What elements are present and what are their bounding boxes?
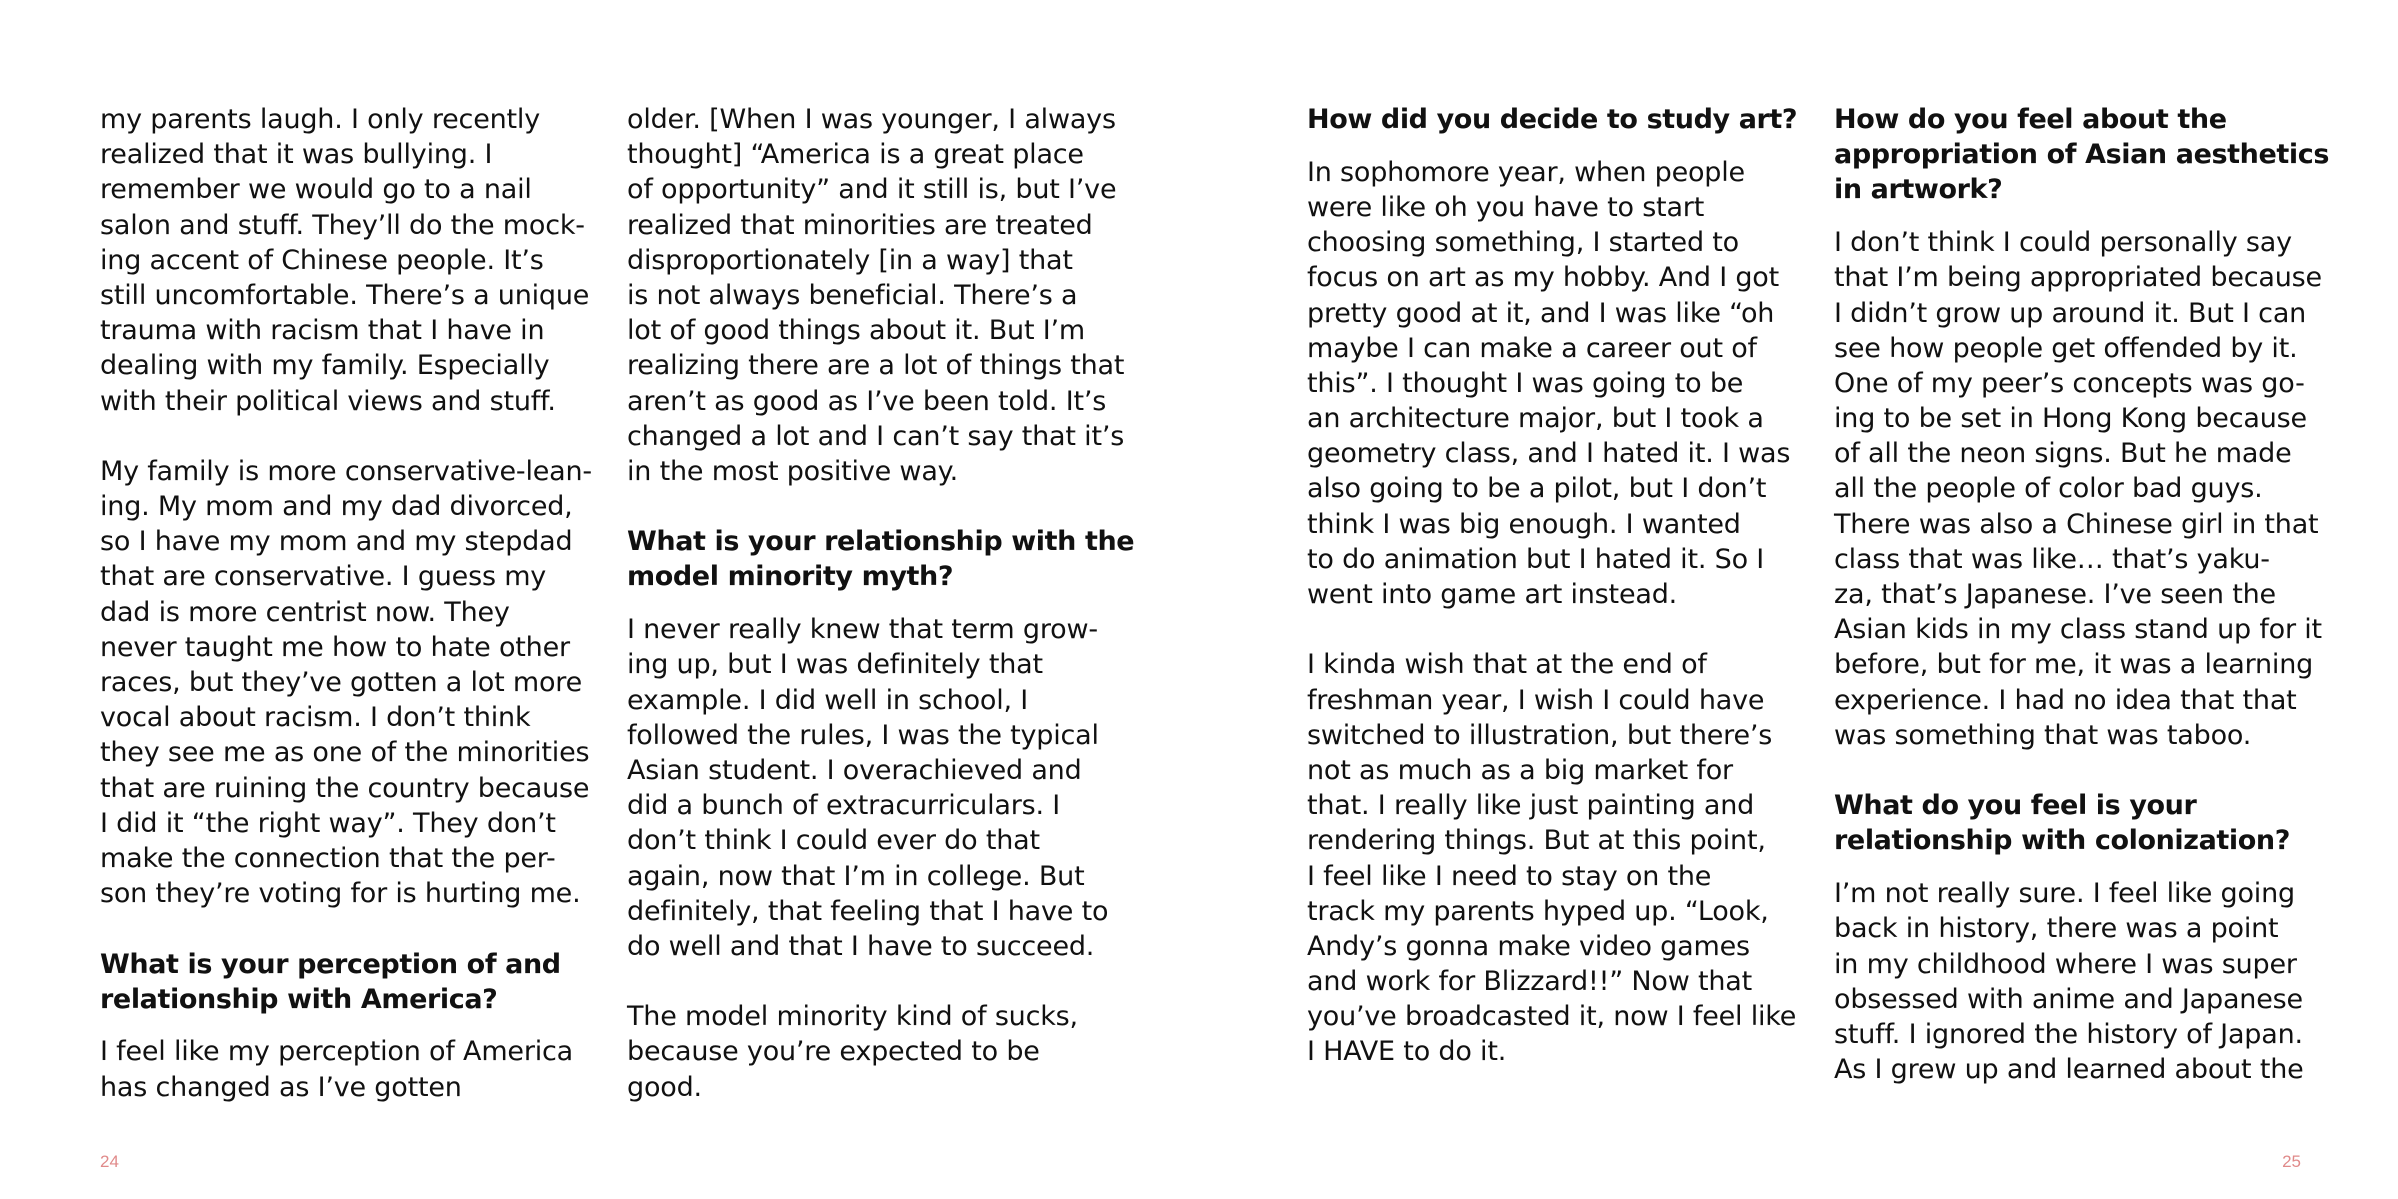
- text-line: thought] “America is a great place: [627, 139, 1084, 171]
- answer-paragraph: [627, 612, 1127, 964]
- text-line: went into game art instead.: [1307, 579, 1678, 611]
- text-line: track my parents hyped up. “Look,: [1307, 895, 1769, 927]
- text-line: pretty good at it, and I was like “oh: [1307, 297, 1775, 329]
- question-line: What is your relationship with the: [627, 526, 1135, 558]
- text-line: think I was big enough. I wanted: [1307, 508, 1741, 540]
- text-line: followed the rules, I was the typical: [627, 719, 1099, 751]
- question-line: What do you feel is your: [1834, 790, 2197, 822]
- text-line: son they’re voting for is hurting me.: [100, 878, 581, 910]
- text-line: In sophomore year, when people: [1307, 156, 1745, 188]
- interview-question: [627, 524, 1135, 594]
- text-line: vocal about racism. I don’t think: [100, 702, 531, 734]
- text-line: obsessed with anime and Japanese: [1834, 983, 2303, 1015]
- text-line: were like oh you have to start: [1307, 191, 1705, 223]
- question-spacer: [627, 489, 1127, 524]
- text-line: dealing with my family. Especially: [100, 350, 550, 382]
- text-line: so I have my mom and my stepdad: [100, 526, 573, 558]
- column-1: [100, 102, 600, 1105]
- text-line: my parents laugh. I only recently: [100, 104, 540, 135]
- text-line: changed a lot and I can’t say that it’s: [627, 420, 1125, 452]
- text-line: they see me as one of the minorities: [100, 737, 590, 769]
- answer-paragraph: [1834, 225, 2334, 753]
- text-line: this”. I thought I was going to be: [1307, 367, 1744, 399]
- page-number-right: 25: [2282, 1152, 2301, 1171]
- answer-paragraph: [100, 102, 600, 419]
- text-line: Asian kids in my class stand up for it: [1834, 614, 2322, 646]
- answer-paragraph: [627, 999, 1127, 1105]
- text-line: choosing something, I started to: [1307, 227, 1739, 259]
- text-line: maybe I can make a career out of: [1307, 332, 1757, 364]
- text-line: disproportionately [in a way] that: [627, 244, 1073, 276]
- text-line: in the most positive way.: [627, 455, 958, 487]
- answer-paragraph: [1307, 647, 1807, 1069]
- text-line: aren’t as good as I’ve been told. It’s: [627, 385, 1107, 417]
- text-line: lot of good things about it. But I’m: [627, 315, 1085, 347]
- text-line: freshman year, I wish I could have: [1307, 684, 1765, 716]
- text-line: ing. My mom and my dad divorced,: [100, 491, 573, 523]
- text-line: an architecture major, but I took a: [1307, 403, 1764, 435]
- text-line: that are conservative. I guess my: [100, 561, 547, 593]
- text-line: of all the neon signs. But he made: [1834, 438, 2292, 470]
- question-answer-spacer: [627, 595, 1127, 613]
- text-line: remember we would go to a nail: [100, 174, 532, 206]
- text-line: realized that it was bullying. I: [100, 139, 493, 171]
- text-line: do well and that I have to succeed.: [627, 930, 1095, 962]
- text-line: not as much as a big market for: [1307, 754, 1733, 786]
- text-line: I kinda wish that at the end of: [1307, 649, 1707, 681]
- text-line: definitely, that feeling that I have to: [627, 895, 1109, 927]
- text-line: example. I did well in school, I: [627, 684, 1029, 716]
- text-line: realized that minorities are treated: [627, 209, 1093, 241]
- text-line: One of my peer’s concepts was go-: [1834, 367, 2305, 399]
- text-line: you’ve broadcasted it, now I feel like: [1307, 1001, 1797, 1033]
- text-line: geometry class, and I hated it. I was: [1307, 438, 1791, 470]
- text-line: that. I really like just painting and: [1307, 790, 1755, 822]
- column-3: [1307, 102, 1807, 1070]
- text-line: still uncomfortable. There’s a unique: [100, 279, 590, 311]
- text-line: before, but for me, it was a learning: [1834, 649, 2314, 681]
- text-line: did a bunch of extracurriculars. I: [627, 790, 1061, 822]
- text-line: I HAVE to do it.: [1307, 1036, 1507, 1068]
- text-line: again, now that I’m in college. But: [627, 860, 1085, 892]
- text-line: older. [When I was younger, I always: [627, 104, 1116, 135]
- text-line: Andy’s gonna make video games: [1307, 930, 1750, 962]
- text-line: My family is more conservative-lean-: [100, 455, 592, 487]
- text-line: I feel like I need to stay on the: [1307, 860, 1712, 892]
- text-line: see how people get offended by it.: [1834, 332, 2298, 364]
- paragraph-spacer: [100, 419, 600, 454]
- question-spacer: [100, 911, 600, 946]
- interview-question: [1834, 102, 2334, 208]
- text-line: I’m not really sure. I feel like going: [1834, 878, 2295, 910]
- text-line: to do animation but I hated it. So I: [1307, 543, 1765, 575]
- text-line: za, that’s Japanese. I’ve seen the: [1834, 579, 2276, 611]
- text-line: ing to be set in Hong Kong because: [1834, 403, 2307, 435]
- answer-paragraph: [1834, 876, 2334, 1087]
- text-line: was something that was taboo.: [1834, 719, 2252, 751]
- column-4: [1834, 102, 2334, 1087]
- text-line: of opportunity” and it still is, but I’ve: [627, 174, 1117, 206]
- text-line: don’t think I could ever do that: [627, 825, 1040, 857]
- text-line: There was also a Chinese girl in that: [1834, 508, 2319, 540]
- paragraph-spacer: [1307, 612, 1807, 647]
- question-line: model minority myth?: [627, 561, 954, 593]
- text-line: that I’m being appropriated because: [1834, 262, 2322, 294]
- text-line: make the connection that the per-: [100, 842, 556, 874]
- text-line: trauma with racism that I have in: [100, 315, 545, 347]
- text-line: salon and stuff. They’ll do the mock-: [100, 209, 585, 241]
- text-line: is not always beneficial. There’s a: [627, 279, 1078, 311]
- text-line: ing up, but I was definitely that: [627, 649, 1043, 681]
- text-line: never taught me how to hate other: [100, 631, 570, 663]
- question-line: What is your perception of and: [100, 948, 561, 980]
- interview-question: [1307, 102, 1807, 137]
- question-answer-spacer: [100, 1017, 600, 1035]
- answer-paragraph: [627, 102, 1127, 489]
- question-spacer: [1834, 753, 2334, 788]
- text-line: I never really knew that term grow-: [627, 614, 1098, 646]
- text-line: focus on art as my hobby. And I got: [1307, 262, 1780, 294]
- text-line: with their political views and stuff.: [100, 385, 556, 417]
- question-line: relationship with America?: [100, 983, 498, 1015]
- text-line: that are ruining the country because: [100, 772, 590, 804]
- text-line: rendering things. But at this point,: [1307, 825, 1766, 857]
- text-line: realizing there are a lot of things that: [627, 350, 1125, 382]
- text-line: in my childhood where I was super: [1834, 948, 2297, 980]
- paragraph-spacer: [627, 964, 1127, 999]
- text-line: I did it “the right way”. They don’t: [100, 807, 556, 839]
- text-line: races, but they’ve gotten a lot more: [100, 667, 582, 698]
- answer-paragraph: [100, 1034, 600, 1104]
- question-answer-spacer: [1834, 208, 2334, 226]
- interview-question: [1834, 788, 2334, 858]
- question-answer-spacer: [1307, 137, 1807, 155]
- text-line: has changed as I’ve gotten: [100, 1071, 462, 1103]
- text-line: because you’re expected to be: [627, 1036, 1040, 1068]
- interview-question: [100, 947, 600, 1017]
- text-line: stuff. I ignored the history of Japan.: [1834, 1018, 2303, 1050]
- text-line: back in history, there was a point: [1834, 913, 2279, 945]
- column-2: [627, 102, 1135, 1105]
- answer-paragraph: [100, 454, 600, 911]
- text-line: experience. I had no idea that that: [1834, 684, 2297, 716]
- question-line: How did you decide to study art?: [1307, 104, 1798, 135]
- text-line: I didn’t grow up around it. But I can: [1834, 297, 2307, 329]
- text-line: I don’t think I could personally say: [1834, 227, 2292, 259]
- question-line: How do you feel about the: [1834, 104, 2227, 135]
- answer-paragraph: [1307, 155, 1807, 612]
- text-line: also going to be a pilot, but I don’t: [1307, 473, 1767, 505]
- text-line: Asian student. I overachieved and: [627, 754, 1082, 786]
- text-line: and work for Blizzard!!” Now that: [1307, 966, 1753, 998]
- page-number-left: 24: [100, 1152, 119, 1171]
- text-line: class that was like… that’s yaku-: [1834, 543, 2270, 575]
- question-line: appropriation of Asian aesthetics: [1834, 139, 2330, 171]
- text-line: switched to illustration, but there’s: [1307, 719, 1773, 751]
- question-line: in artwork?: [1834, 174, 2003, 206]
- text-line: ing accent of Chinese people. It’s: [100, 244, 544, 276]
- text-line: The model minority kind of sucks,: [627, 1001, 1078, 1033]
- text-line: good.: [627, 1071, 702, 1103]
- text-line: all the people of color bad guys.: [1834, 473, 2263, 505]
- text-line: dad is more centrist now. They: [100, 596, 510, 628]
- question-answer-spacer: [1834, 859, 2334, 877]
- question-line: relationship with colonization?: [1834, 825, 2291, 857]
- text-line: As I grew up and learned about the: [1834, 1054, 2304, 1086]
- text-line: I feel like my perception of America: [100, 1036, 574, 1068]
